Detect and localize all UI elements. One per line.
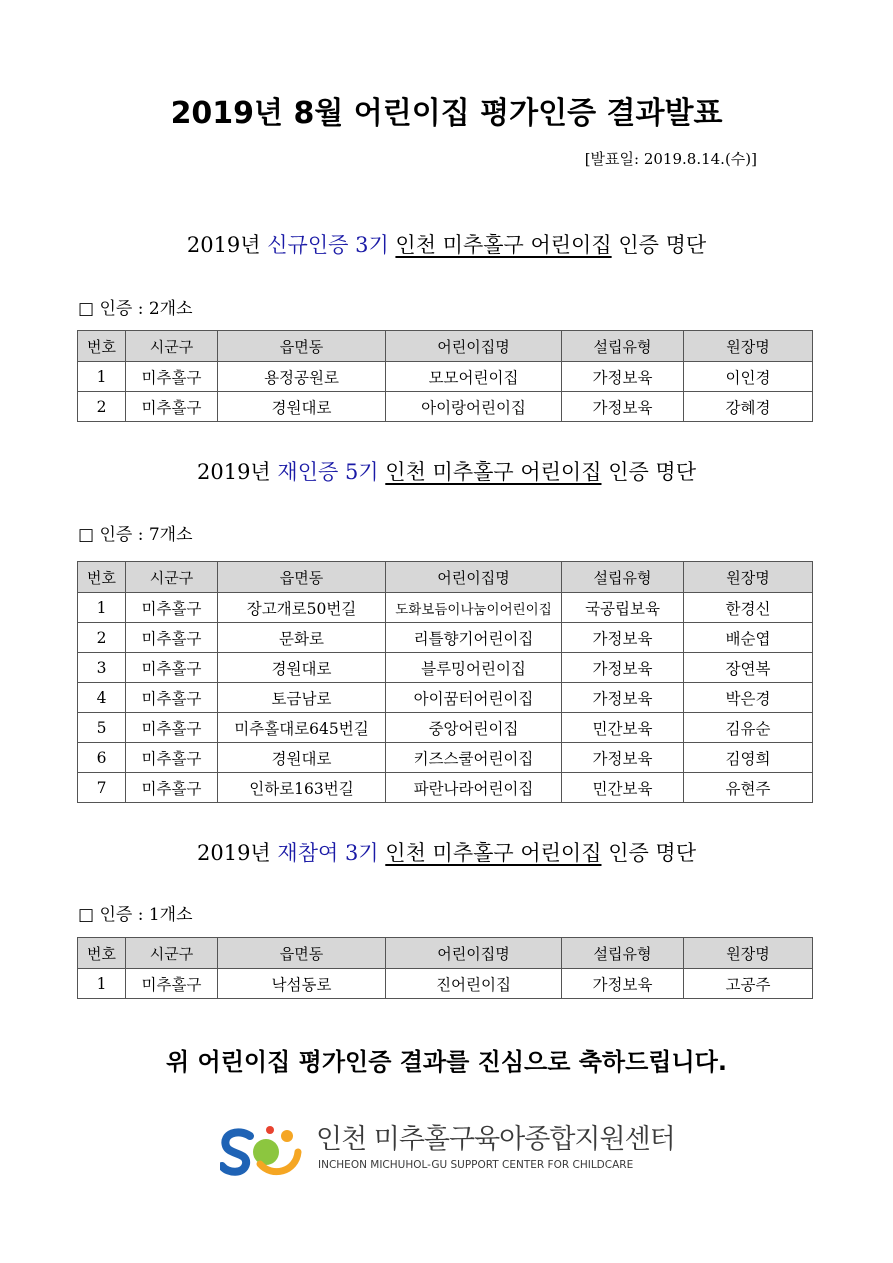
table-header-row: [78, 562, 813, 593]
table-cell: 3: [78, 653, 126, 683]
section-heading-new: [0, 230, 893, 260]
section-heading-rejoin: [0, 838, 893, 868]
table-row: [78, 362, 813, 392]
heading-year: 2019년: [196, 841, 271, 865]
table-cell: 용정공원로: [218, 362, 386, 392]
table-cell: 가정보육: [562, 683, 684, 713]
heading-region: 인천 미추홀구 어린이집: [385, 841, 602, 865]
table-cell: 1: [78, 593, 126, 623]
table-cell: 미추홀구: [126, 743, 218, 773]
table-cell: 강혜경: [684, 392, 813, 422]
table-header-row: [78, 331, 813, 362]
table-cell: 아이꿈터어린이집: [386, 683, 562, 713]
table-cell: 도화보듬이나눔이어린이집: [386, 593, 562, 623]
table-cell: 가정보육: [562, 623, 684, 653]
column-header: 설립유형: [562, 562, 684, 593]
table-cell: 미추홀구: [126, 969, 218, 999]
table-cell: 미추홀구: [126, 362, 218, 392]
table-cell: 문화로: [218, 623, 386, 653]
heading-suffix: 인증 명단: [608, 841, 697, 865]
table-cell: 미추홀구: [126, 713, 218, 743]
heading-year: 2019년: [186, 233, 261, 257]
center-logo-icon: [220, 1122, 302, 1178]
column-header: 번호: [78, 331, 126, 362]
table-cell: 유현주: [684, 773, 813, 803]
table-cell: 아이랑어린이집: [386, 392, 562, 422]
table-cell: 리틀향기어린이집: [386, 623, 562, 653]
table-cell: 키즈스쿨어린이집: [386, 743, 562, 773]
section-count-new: □ 인증 : 2개소: [78, 299, 193, 319]
table-cell: 민간보육: [562, 713, 684, 743]
heading-type: 재참여 3기: [277, 841, 379, 865]
table-cell: 토금남로: [218, 683, 386, 713]
certification-table-recert: [77, 561, 813, 803]
table-cell: 경원대로: [218, 392, 386, 422]
column-header: 원장명: [684, 938, 813, 969]
page-title: 2019년 8월 어린이집 평가인증 결과발표: [170, 96, 723, 131]
center-logo: [220, 1120, 675, 1180]
table-cell: 진어린이집: [386, 969, 562, 999]
table-cell: 가정보육: [562, 969, 684, 999]
heading-year: 2019년: [196, 460, 271, 484]
heading-type: 신규인증 3기: [267, 233, 389, 257]
section-heading-recert: [0, 457, 893, 487]
heading-suffix: 인증 명단: [608, 460, 697, 484]
column-header: 설립유형: [562, 938, 684, 969]
column-header: 원장명: [684, 562, 813, 593]
column-header: 시군구: [126, 938, 218, 969]
column-header: 읍면동: [218, 938, 386, 969]
table-cell: 미추홀구: [126, 653, 218, 683]
table-cell: 미추홀구: [126, 593, 218, 623]
heading-type: 재인증 5기: [277, 460, 379, 484]
heading-region: 인천 미추홀구 어린이집: [395, 233, 612, 257]
heading-suffix: 인증 명단: [618, 233, 707, 257]
table-row: [78, 653, 813, 683]
table-cell: 김영희: [684, 743, 813, 773]
table-cell: 2: [78, 623, 126, 653]
column-header: 시군구: [126, 331, 218, 362]
table-cell: 파란나라어린이집: [386, 773, 562, 803]
table-cell: 배순엽: [684, 623, 813, 653]
table-cell: 국공립보육: [562, 593, 684, 623]
column-header: 읍면동: [218, 562, 386, 593]
column-header: 설립유형: [562, 331, 684, 362]
column-header: 원장명: [684, 331, 813, 362]
table-cell: 장고개로50번길: [218, 593, 386, 623]
table-row: [78, 392, 813, 422]
column-header: 어린이집명: [386, 562, 562, 593]
table-cell: 미추홀구: [126, 683, 218, 713]
table-cell: 1: [78, 969, 126, 999]
section-count-rejoin: □ 인증 : 1개소: [78, 905, 193, 925]
table-cell: 6: [78, 743, 126, 773]
table-cell: 이인경: [684, 362, 813, 392]
table-cell: 한경신: [684, 593, 813, 623]
announcement-date: [발표일: 2019.8.14.(수)]: [584, 150, 757, 168]
table-cell: 미추홀구: [126, 392, 218, 422]
table-cell: 박은경: [684, 683, 813, 713]
table-row: [78, 713, 813, 743]
table-row: [78, 773, 813, 803]
certification-table-rejoin: [77, 937, 813, 999]
column-header: 읍면동: [218, 331, 386, 362]
table-cell: 4: [78, 683, 126, 713]
center-logo-english: INCHEON MICHUHOL-GU SUPPORT CENTER FOR CHILDCARE: [318, 1159, 634, 1171]
column-header: 시군구: [126, 562, 218, 593]
table-row: [78, 969, 813, 999]
column-header: 어린이집명: [386, 938, 562, 969]
table-row: [78, 743, 813, 773]
section-count-recert: □ 인증 : 7개소: [78, 525, 193, 545]
table-row: [78, 593, 813, 623]
table-cell: 고공주: [684, 969, 813, 999]
table-cell: 7: [78, 773, 126, 803]
congratulations-message: 위 어린이집 평가인증 결과를 진심으로 축하드립니다.: [166, 1048, 727, 1076]
heading-region: 인천 미추홀구 어린이집: [385, 460, 602, 484]
table-cell: 인하로163번길: [218, 773, 386, 803]
table-cell: 경원대로: [218, 743, 386, 773]
table-row: [78, 623, 813, 653]
table-header-row: [78, 938, 813, 969]
column-header: 번호: [78, 938, 126, 969]
certification-table-new: [77, 330, 813, 422]
table-cell: 미추홀구: [126, 623, 218, 653]
table-cell: 미추홀대로645번길: [218, 713, 386, 743]
table-row: [78, 683, 813, 713]
table-cell: 가정보육: [562, 362, 684, 392]
center-logo-name: 인천 미추홀구육아종합지원센터: [316, 1124, 675, 1155]
table-cell: 장연복: [684, 653, 813, 683]
table-cell: 모모어린이집: [386, 362, 562, 392]
column-header: 어린이집명: [386, 331, 562, 362]
table-cell: 가정보육: [562, 653, 684, 683]
table-cell: 낙섬동로: [218, 969, 386, 999]
table-cell: 가정보육: [562, 743, 684, 773]
table-cell: 민간보육: [562, 773, 684, 803]
column-header: 번호: [78, 562, 126, 593]
table-cell: 가정보육: [562, 392, 684, 422]
table-cell: 미추홀구: [126, 773, 218, 803]
table-cell: 1: [78, 362, 126, 392]
table-cell: 중앙어린이집: [386, 713, 562, 743]
table-cell: 경원대로: [218, 653, 386, 683]
table-cell: 2: [78, 392, 126, 422]
table-cell: 김유순: [684, 713, 813, 743]
table-cell: 블루밍어린이집: [386, 653, 562, 683]
table-cell: 5: [78, 713, 126, 743]
